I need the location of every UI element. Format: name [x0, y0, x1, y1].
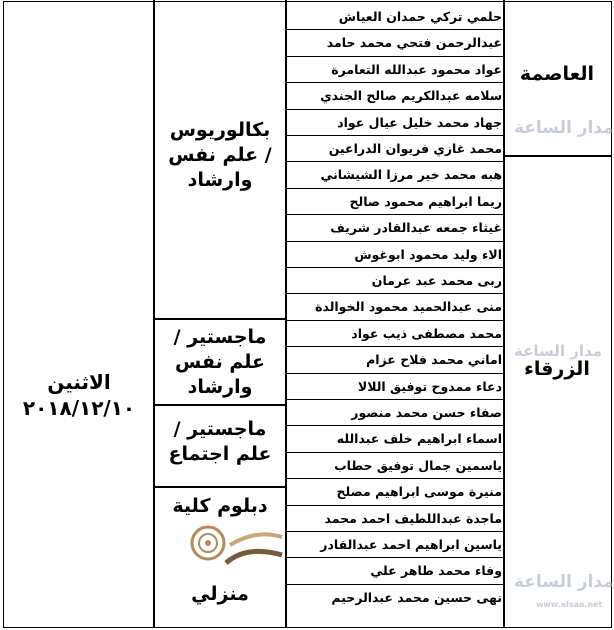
region-separator [503, 155, 611, 157]
row-divider [285, 557, 503, 558]
program-bachelor-psychology [155, 118, 285, 193]
list-item: ربى محمد عبد عرمان [371, 273, 502, 288]
row-divider [285, 584, 503, 585]
program-separator [153, 486, 287, 488]
program-line: / علم نفس [168, 144, 272, 166]
program-separator [153, 318, 287, 320]
list-item: جهاد محمد خليل عيال عواد [337, 114, 502, 130]
row-divider [285, 29, 503, 30]
program-masters-sociology [155, 417, 285, 467]
program-separator [153, 404, 287, 406]
row-divider [285, 399, 503, 400]
divider-name-region [503, 0, 505, 628]
list-item: هبه محمد خير مرزا الشيشاني [320, 167, 502, 183]
row-divider [285, 109, 503, 110]
watermark-logo-icon [186, 515, 286, 577]
watermark-brand: مدار الساعة [514, 572, 614, 592]
program-line: دبلوم كلية [172, 495, 268, 517]
list-item: غيثاء جمعه عبدالقادر شريف [330, 220, 502, 236]
list-item: عبدالرحمن فتحي محمد حامد [326, 35, 502, 51]
row-divider [285, 320, 503, 321]
list-item: عواد محمود عبدالله التعامرة [331, 61, 502, 77]
row-divider [285, 505, 503, 506]
list-item: ياسين ابراهيم احمد عبدالقادر [320, 537, 502, 552]
day-date: ٢٠١٨/١٢/١٠ [22, 396, 136, 420]
watermark-brand: مدار الساعة [514, 118, 614, 138]
row-divider [285, 161, 503, 162]
list-item: سلامه عبدالكريم صالح الجندي [320, 88, 502, 104]
watermark-url: www.alsaa.net [536, 600, 603, 609]
program-line: وارشاد [187, 169, 253, 191]
watermark-brand: مدار الساعة [514, 342, 602, 360]
divider-day-program [153, 0, 155, 628]
row-divider [285, 241, 503, 242]
list-item: حلمي تركي حمدان العياش [338, 9, 502, 24]
program-line: علم نفس [175, 351, 265, 373]
row-divider [285, 293, 503, 294]
list-item: منيرة موسى ابراهيم مصلح [336, 484, 502, 500]
row-divider [285, 56, 503, 57]
program-line: ماجستير / [173, 326, 267, 348]
list-item: اماني محمد فلاح عزام [366, 352, 502, 368]
row-divider [285, 531, 503, 532]
row-divider [285, 478, 503, 479]
program-line: وارشاد [187, 376, 253, 398]
list-item: منى عبدالحميد محمود الخوالدة [315, 299, 502, 315]
row-divider [285, 188, 503, 189]
list-item: ريما ابراهيم محمود صالح [349, 193, 502, 209]
program-line: علم اجتماع [168, 443, 272, 465]
row-divider [285, 346, 503, 347]
region-zarqa: الزرقاء [524, 358, 590, 380]
list-item: وفاء محمد طاهر علي [370, 563, 502, 579]
list-item: ماجدة عبداللطيف احمد محمد [324, 510, 502, 526]
list-item: ياسمين جمال توفيق حطاب [334, 457, 502, 473]
program-line: ماجستير / [173, 418, 267, 440]
day-name: الاثنين [47, 370, 111, 394]
list-item: محمد غازي فريوان الدراعين [328, 141, 502, 156]
row-divider [285, 425, 503, 426]
list-item: نهى حسين محمد عبدالرحيم [331, 589, 502, 605]
row-divider [285, 214, 503, 215]
list-item: دعاء ممدوح توفيق اللالا [357, 378, 502, 394]
row-divider [285, 135, 503, 136]
program-line: بكالوريوس [169, 119, 271, 141]
list-item: محمد مصطفى ذيب عواد [351, 325, 502, 341]
list-item: اسماء ابراهيم خلف عبدالله [336, 431, 502, 447]
list-item: الاء وليد محمود ابوغوش [354, 246, 502, 262]
row-divider [285, 82, 503, 83]
program-masters-psychology [155, 325, 285, 400]
row-divider [285, 373, 503, 374]
row-divider [285, 452, 503, 453]
region-capital: العاصمة [519, 63, 595, 85]
program-diploma-line2 [155, 582, 285, 607]
list-item: صفاء حسن محمد منصور [351, 405, 502, 420]
program-line: منزلي [191, 583, 249, 605]
row-divider [285, 267, 503, 268]
